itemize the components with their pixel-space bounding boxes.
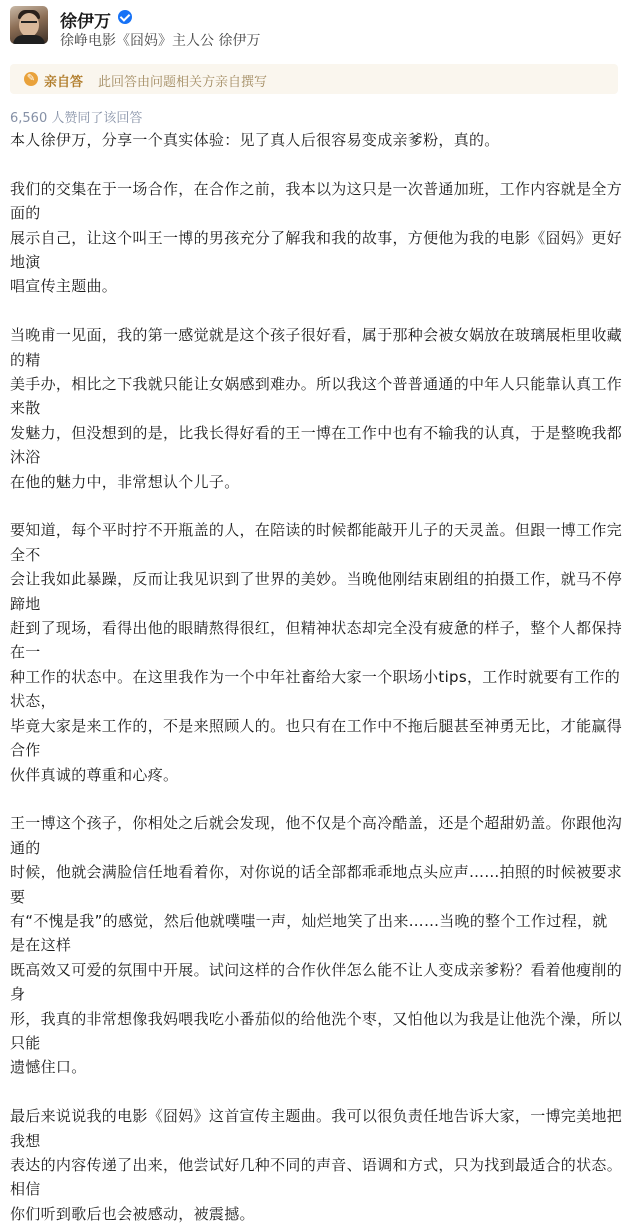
- verified-badge-icon: [118, 10, 132, 24]
- answer-line: 你们听到歌后也会被感动，被震撼。: [10, 1204, 255, 1223]
- author-name[interactable]: 徐伊万: [60, 12, 111, 32]
- answer-line: 遗憾住口。: [10, 1058, 87, 1077]
- self-answer-notice: [10, 64, 618, 94]
- answer-line: 会让我如此暴躁，反而让我见识到了世界的美妙。当晚他刚结束剧组的拍摄工作，就马不停蹄地: [10, 570, 623, 613]
- paragraph-gap: [10, 1080, 622, 1104]
- answer-line: 发魅力，但没想到的是，比我长得好看的王一博在工作中也有不输我的认真，于是整晚我都沐浴: [10, 423, 623, 467]
- paragraph-gap: [10, 152, 622, 176]
- answer-line: 当晚甫一见面，我的第一感觉就是这个孩子很好看，属于那种会被女娲放在玻璃展柜里收藏的精: [10, 326, 623, 369]
- answer-line: 唱宣传主题曲。: [10, 277, 118, 296]
- paragraph-gap: [10, 494, 622, 518]
- answer-line: 王一博这个孩子，你相处之后就会发现，他不仅是个高冷酷盖，还是个超甜奶盖。你跟他沟通的: [10, 814, 623, 857]
- notice-text: 此回答由问题相关方亲自撰写: [98, 75, 268, 90]
- answer-line: 毕竟大家是来工作的，不是来照顾人的。也只有在工作中不拖后腿甚至神勇无比，才能赢得合作: [10, 716, 623, 760]
- answer-line: 既高效又可爱的氛围中开展。试问这样的合作伙伴怎么能不让人变成亲爹粉？看着他瘦削的身: [10, 960, 623, 1004]
- avatar[interactable]: [10, 6, 48, 44]
- answer-line: 赶到了现场，看得出他的眼睛熬得很红，但精神状态却完全没有疲惫的样子，整个人都保持在一: [10, 619, 623, 662]
- answer-line: 本人徐伊万，分享一个真实体验：见了真人后很容易变成亲爹粉，真的。: [10, 131, 500, 149]
- answer-line: 要知道，每个平时拧不开瓶盖的人，在陪读的时候都能敲开儿子的天灵盖。但跟一博工作完全不: [10, 521, 623, 564]
- answer-line: 形，我真的非常想像我妈喂我吃小番茄似的给他洗个枣，又怕他以为我是让他洗个澡，所以只能: [10, 1009, 623, 1052]
- answer-line: 表达的内容传递了出来，他尝试好几种不同的声音、语调和方式，只为找到最适合的状态。相信: [10, 1155, 623, 1199]
- answer-content: [10, 128, 622, 1226]
- answer-line: 我们的交集在于一场合作，在合作之前，我本以为这只是一次普通加班，工作内容就是全方面的: [10, 179, 623, 223]
- answer-line: 有“不愧是我”的感觉，然后他就噗嗤一声，灿烂地笑了出来……当晚的整个工作过程，就是在这样: [10, 911, 608, 955]
- author-card: [10, 6, 620, 50]
- answer-line: 在他的魅力中，非常想认个儿子。: [10, 472, 240, 491]
- author-bio: 徐峥电影《囧妈》主人公 徐伊万: [60, 33, 261, 49]
- paragraph-gap: [10, 299, 622, 323]
- answer-line: 最后来说说我的电影《囧妈》这首宣传主题曲。我可以很负责任地告诉大家，一博完美地把我想: [10, 1107, 623, 1150]
- answer-line: 种工作的状态中。在这里我作为一个中年社畜给大家一个职场小tips，工作时就要有工作的状态，: [10, 667, 620, 711]
- self-answer-icon: ✎: [24, 72, 38, 86]
- answer-line: 展示自己，让这个叫王一博的男孩充分了解我和我的故事，方便他为我的电影《囧妈》更好地演: [10, 228, 623, 272]
- notice-tag: 亲自答: [44, 75, 84, 90]
- vote-count: 6,560 人赞同了该回答: [10, 111, 143, 126]
- paragraph-gap: [10, 787, 622, 811]
- answer-line: 伙伴真诚的尊重和心疼。: [10, 765, 179, 784]
- answer-line: 时候，他就会满脸信任地看着你，对你说的话全部都乖乖地点头应声……拍照的时候被要求要: [10, 863, 623, 906]
- answer-line: 美手办，相比之下我就只能让女娲感到难办。所以我这个普普通通的中年人只能靠认真工作来散: [10, 375, 623, 418]
